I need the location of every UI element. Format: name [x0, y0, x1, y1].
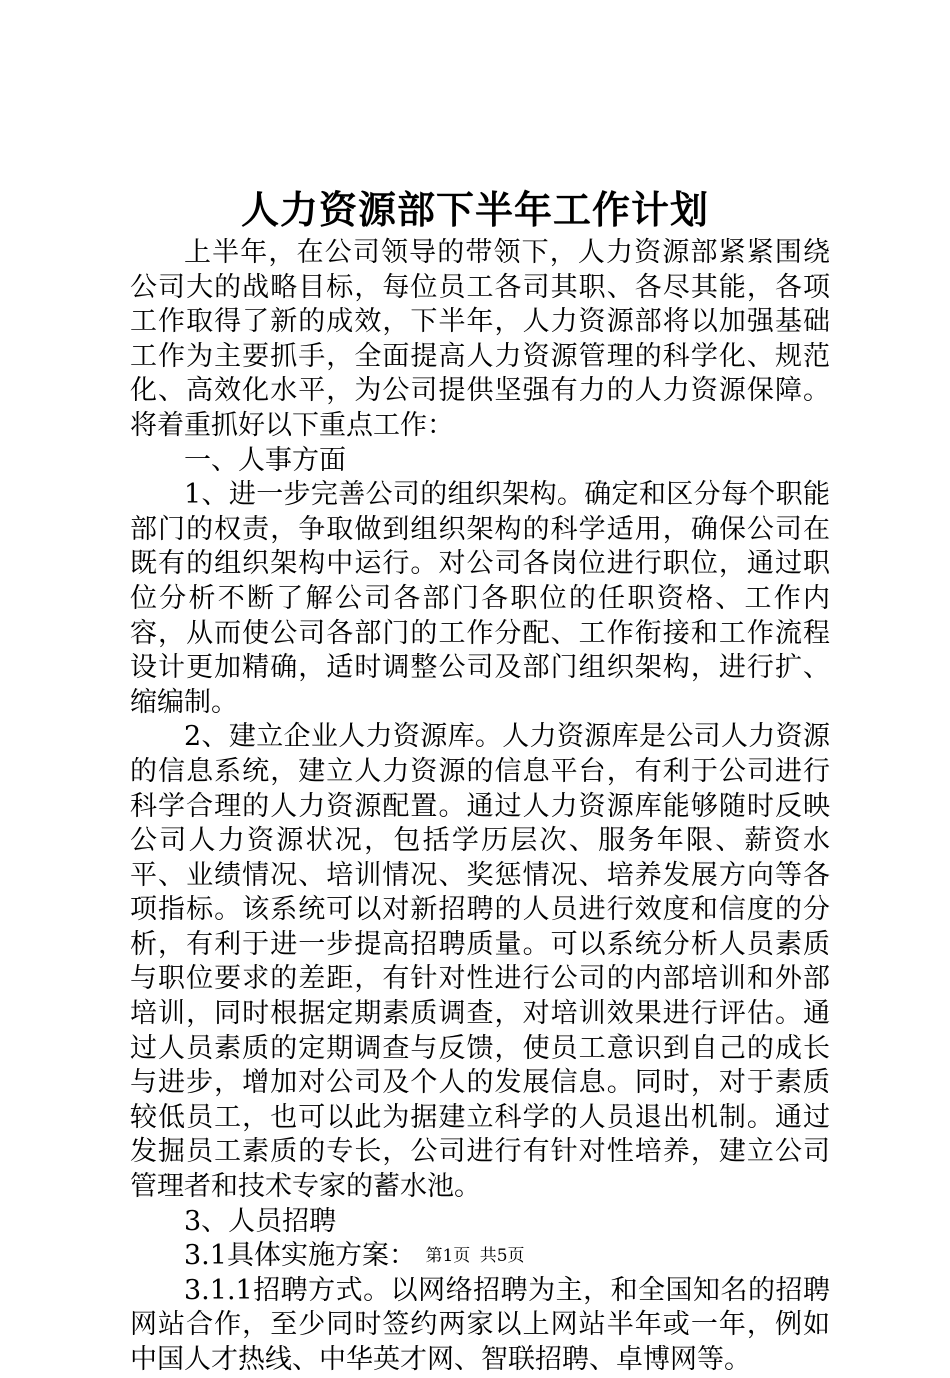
subsection-heading-3-1: 3.1具体实施方案： — [184, 1240, 416, 1272]
document-body — [130, 236, 830, 1378]
page-total: 共5页 — [479, 1246, 525, 1266]
item-paragraph-2: 2、建立企业人力资源库。人力资源库是公司人力资源的信息系统，建立人力资源的信息平台，有利于公司进行科学合理的人力资源配置。通过人力资源库能够随时反映公司人力资源状况，包括学历层次、服务年限、薪资水平、业绩情况、培训情况、奖惩情况、培养发展方向等各项指标。该系统可以对新招聘的人员进行效度和信度的分析，有利于进一步提高招聘质量。可以系统分析人员素质与职位要求的差距，有针对性进行公司的内部培训和外部培训，同时根据定期素质调查，对培训效果进行评估。通过人员素质的定期调查与反馈，使员工意识到自己的成长与进步，增加对公司及个人的发展信息。同时，对于素质较低员工，也可以此为据建立科学的人员退出机制。通过发掘员工素质的专长，公司进行有针对性培养，建立公司管理者和技术专家的蓄水池。 — [130, 721, 830, 1203]
item-paragraph-3-1-1: 3.1.1招聘方式。以网络招聘为主，和全国知名的招聘网站合作，至少同时签约两家以上网站半年或一年，例如中国人才热线、中华英才网、智联招聘、卓博网等。 — [130, 1274, 830, 1375]
intro-paragraph: 上半年，在公司领导的带领下，人力资源部紧紧围绕公司大的战略目标，每位员工各司其职、各尽其能，各项工作取得了新的成效，下半年，人力资源部将以加强基础工作为主要抓手，全面提高人力资源管理的科学化、规范化、高效化水平，为公司提供坚强有力的人力资源保障。将着重抓好以下重点工作： — [130, 237, 830, 441]
item-paragraph-1: 1、进一步完善公司的组织架构。确定和区分每个职能部门的权责，争取做到组织架构的科学适用，确保公司在既有的组织架构中运行。对公司各岗位进行职位，通过职位分析不断了解公司各部门各职位的任职资格、工作内容，从而使公司各部门的工作分配、工作衔接和工作流程设计更加精确，适时调整公司及部门组织架构，进行扩、缩编制。 — [130, 479, 830, 718]
document-title: 人力资源部下半年工作计划 — [240, 187, 709, 232]
page-number: 第1页 — [425, 1246, 471, 1266]
section-heading-personnel: 一、人事方面 — [184, 444, 346, 476]
page-footer — [0, 1244, 950, 1268]
item-heading-3: 3、人员招聘 — [184, 1205, 337, 1237]
